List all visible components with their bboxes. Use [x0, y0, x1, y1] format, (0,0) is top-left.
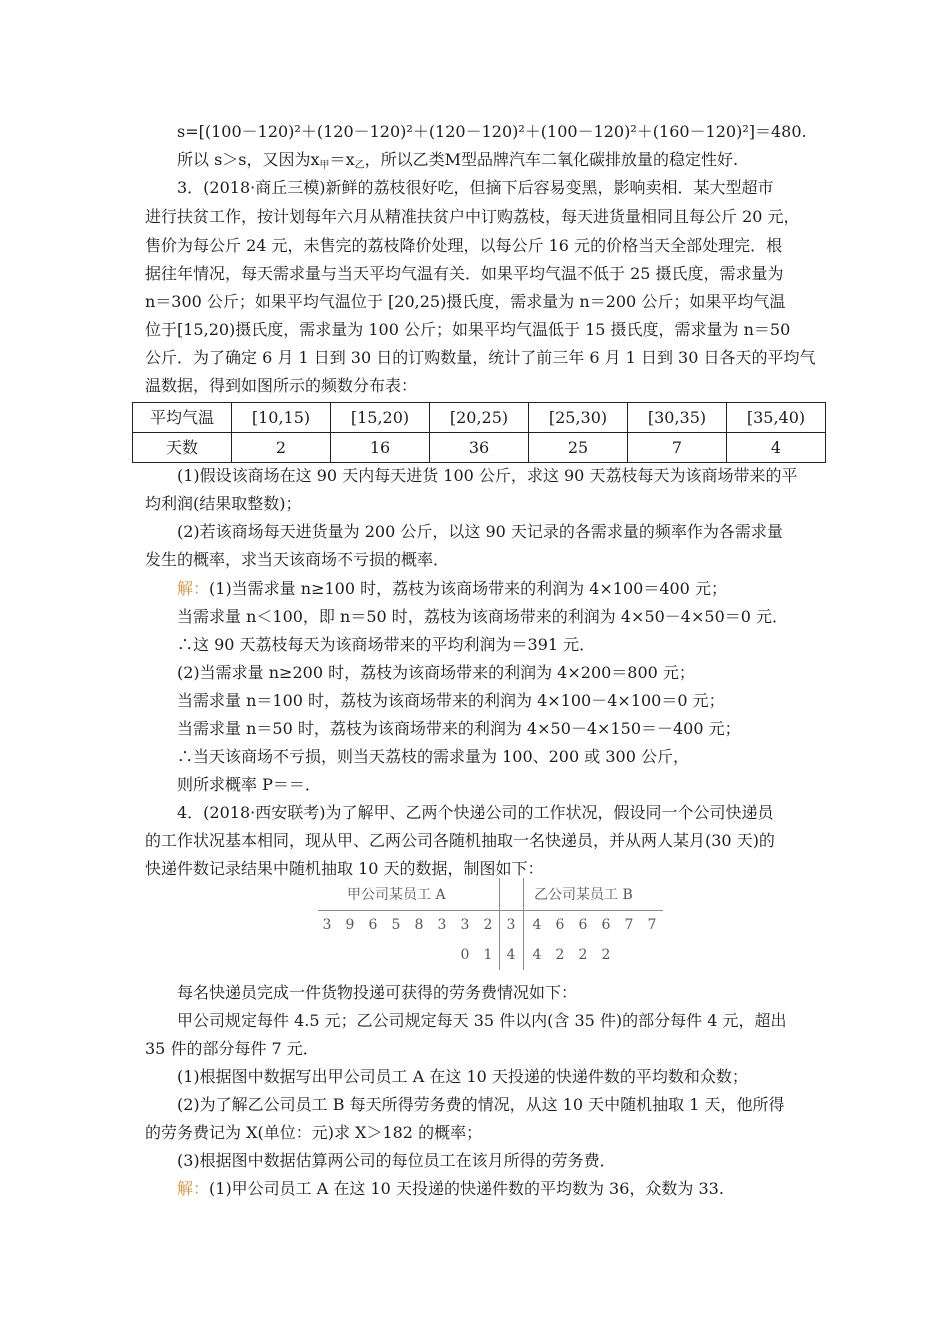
p3-solution-line-2: 当需求量 n＜100，即 n＝50 时，荔枝为该商场带来的利润为 4×50－4×50＝0 元． [177, 607, 789, 626]
leaf-a: 5 [391, 917, 401, 933]
leaf-a: 8 [414, 917, 424, 933]
p3-solution-line-4: (2)当需求量 n≥200 时，荔枝为该商场带来的利润为 4×200＝800 元； [177, 663, 695, 682]
p3-solution-line-7: ∴当天该商场不亏损，则当天荔枝的需求量为 100、200 或 300 公斤， [177, 747, 689, 766]
table-cell: 2 [232, 433, 331, 463]
table-header-cell: [30,35) [628, 403, 727, 433]
table-header-cell: [25,30) [529, 403, 628, 433]
leaf-b: 2 [555, 947, 565, 963]
p4-solution-line-1 [177, 1175, 724, 1203]
p4-info-line-3: 35 件的部分每件 7 元． [145, 1039, 319, 1058]
table-cell: 天数 [133, 433, 232, 463]
p4-question-line-4: (3)根据图中数据估算两公司的每位员工在该月所得的劳务费． [177, 1151, 616, 1170]
p3-stem-line-7: 公斤．为了确定 6 月 1 日到 30 日的订购数量，统计了前三年 6 月 1 日到 30 日各天的平均气 [145, 348, 816, 367]
table-cell: 16 [331, 433, 430, 463]
p3-question-line-1: (1)假设该商场在这 90 天内每天进货 100 公斤，求这 90 天荔枝每天为该商场带来的平 [177, 466, 798, 485]
table-cell: 7 [628, 433, 727, 463]
p4-question-line-3: 的劳务费记为 X(单位：元)求 X＞182 的概率； [145, 1123, 483, 1142]
conclusion-line [177, 146, 738, 174]
leaf-a: 1 [483, 947, 493, 963]
x-yi: x [345, 150, 355, 169]
p3-solution-line-1 [177, 575, 727, 603]
p3-stem-line-2: 进行扶贫工作，按计划每年六月从精准扶贫户中订购荔枝，每天进货量相同且每公斤 20 元， [145, 207, 800, 226]
leaf-a: 9 [345, 917, 355, 933]
stem-leaf-right-divider [523, 878, 524, 970]
table-row [133, 433, 826, 463]
leaf-b: 2 [578, 947, 588, 963]
frequency-table [132, 402, 826, 463]
stem-value: 3 [506, 917, 516, 933]
p3-solution-text: (1)当需求量 n≥100 时，荔枝为该商场带来的利润为 4×100＝400 元； [209, 579, 727, 598]
p3-solution-line-8: 则所求概率 P＝＝． [177, 775, 321, 794]
leaf-a: 0 [460, 947, 470, 963]
leaf-b: 7 [624, 917, 634, 933]
table-cell: 36 [430, 433, 529, 463]
table-cell: 25 [529, 433, 628, 463]
p3-solution-line-3: ∴这 90 天荔枝每天为该商场带来的平均利润为＝391 元． [177, 635, 596, 654]
p3-solution-line-5: 当需求量 n＝100 时，荔枝为该商场带来的利润为 4×100－4×100＝0 元； [177, 691, 725, 710]
leaf-a: 3 [437, 917, 447, 933]
leaf-b: 2 [601, 947, 611, 963]
leaf-a: 3 [322, 917, 332, 933]
table-header-cell: [35,40) [727, 403, 826, 433]
table-header-cell: [10,15) [232, 403, 331, 433]
leaf-a: 2 [483, 917, 493, 933]
stem-leaf-right-title: 乙公司某员工 B [534, 887, 633, 903]
p4-question-line-1: (1)根据图中数据写出甲公司员工 A 在这 10 天投递的快递件数的平均数和众数； [177, 1067, 748, 1086]
p3-stem-line-5: n＝300 公斤；如果平均气温位于 [20,25)摄氏度，需求量为 n＝200 公斤；如果平均气温 [145, 292, 786, 311]
leaf-b: 4 [532, 917, 542, 933]
p3-stem-line-8: 温数据，得到如图所示的频数分布表： [145, 376, 418, 395]
table-header-cell: 平均气温 [133, 403, 232, 433]
equals-sign: ＝ [329, 150, 346, 169]
stem-value: 4 [506, 947, 516, 963]
table-header-cell: [20,25) [430, 403, 529, 433]
subscript-jia: 甲 [319, 160, 330, 171]
stem-leaf-horizontal-rule [318, 910, 663, 911]
table-header-row [133, 403, 826, 433]
p4-question-line-2: (2)为了解乙公司员工 B 每天所得劳务费的情况，从这 10 天中随机抽取 1 天，他所得 [177, 1095, 785, 1114]
p4-stem-line-1: 4．(2018·西安联考)为了解甲、乙两个快递公司的工作状况，假设同一个公司快递员 [177, 803, 774, 822]
solution-label: 解： [177, 579, 210, 598]
variance-line: s=[(100－120)²＋(120－120)²＋(120－120)²＋(100－120)²＋(160－120)²]＝480. [177, 122, 807, 141]
conclusion-after: ，所以乙类M型品牌汽车二氧化碳排放量的稳定性好. [364, 150, 739, 169]
p3-stem-line-4: 据往年情况，每天需求量与当天平均气温有关．如果平均气温不低于 25 摄氏度，需求量为 [145, 264, 784, 283]
p4-solution-text: (1)甲公司员工 A 在这 10 天投递的快递件数的平均数为 36，众数为 33. [209, 1179, 724, 1198]
table-cell: 4 [727, 433, 826, 463]
p3-stem-line-1: 3．(2018·商丘三模)新鲜的荔枝很好吃，但摘下后容易变黑，影响卖相．某大型超市 [177, 178, 774, 197]
leaf-b: 6 [578, 917, 588, 933]
subscript-yi: 乙 [354, 160, 365, 171]
p3-stem-line-6: 位于[15,20)摄氏度，需求量为 100 公斤；如果平均气温低于 15 摄氏度，需求量为 n＝50 [145, 320, 791, 339]
p3-question-line-4: 发生的概率，求当天该商场不亏损的概率． [145, 550, 450, 569]
p4-info-line-1: 每名快递员完成一件货物投递可获得的劳务费情况如下： [177, 983, 578, 1002]
p4-stem-line-3: 快递件数记录结果中随机抽取 10 天的数据，制图如下： [145, 859, 544, 878]
leaf-b: 7 [647, 917, 657, 933]
x-jia: x [310, 150, 320, 169]
p3-solution-line-6: 当需求量 n＝50 时，荔枝为该商场带来的利润为 4×50－4×150＝－400 元； [177, 719, 741, 738]
stem-leaf-left-title: 甲公司某员工 A [347, 887, 446, 903]
p3-question-line-3: (2)若该商场每天进货量为 200 公斤，以这 90 天记录的各需求量的频率作为各需求量 [177, 522, 783, 541]
p4-stem-line-2: 的工作状况基本相同，现从甲、乙两公司各随机抽取一名快递员，并从两人某月(30 天)的 [145, 831, 775, 850]
leaf-b: 6 [601, 917, 611, 933]
leaf-b: 4 [532, 947, 542, 963]
leaf-a: 6 [368, 917, 378, 933]
p3-question-line-2: 均利润(结果取整数)； [145, 494, 302, 513]
p4-info-line-2: 甲公司规定每件 4.5 元；乙公司规定每天 35 件以内(含 35 件)的部分每件 4 元，超出 [177, 1011, 787, 1030]
p3-stem-line-3: 售价为每公斤 24 元，未售完的荔枝降价处理，以每公斤 16 元的价格当天全部处理完．根 [145, 236, 783, 255]
leaf-a: 3 [460, 917, 470, 933]
conclusion-before: 所以 s＞s，又因为 [177, 150, 311, 169]
leaf-b: 6 [555, 917, 565, 933]
table-header-cell: [15,20) [331, 403, 430, 433]
solution-label: 解： [177, 1179, 210, 1198]
